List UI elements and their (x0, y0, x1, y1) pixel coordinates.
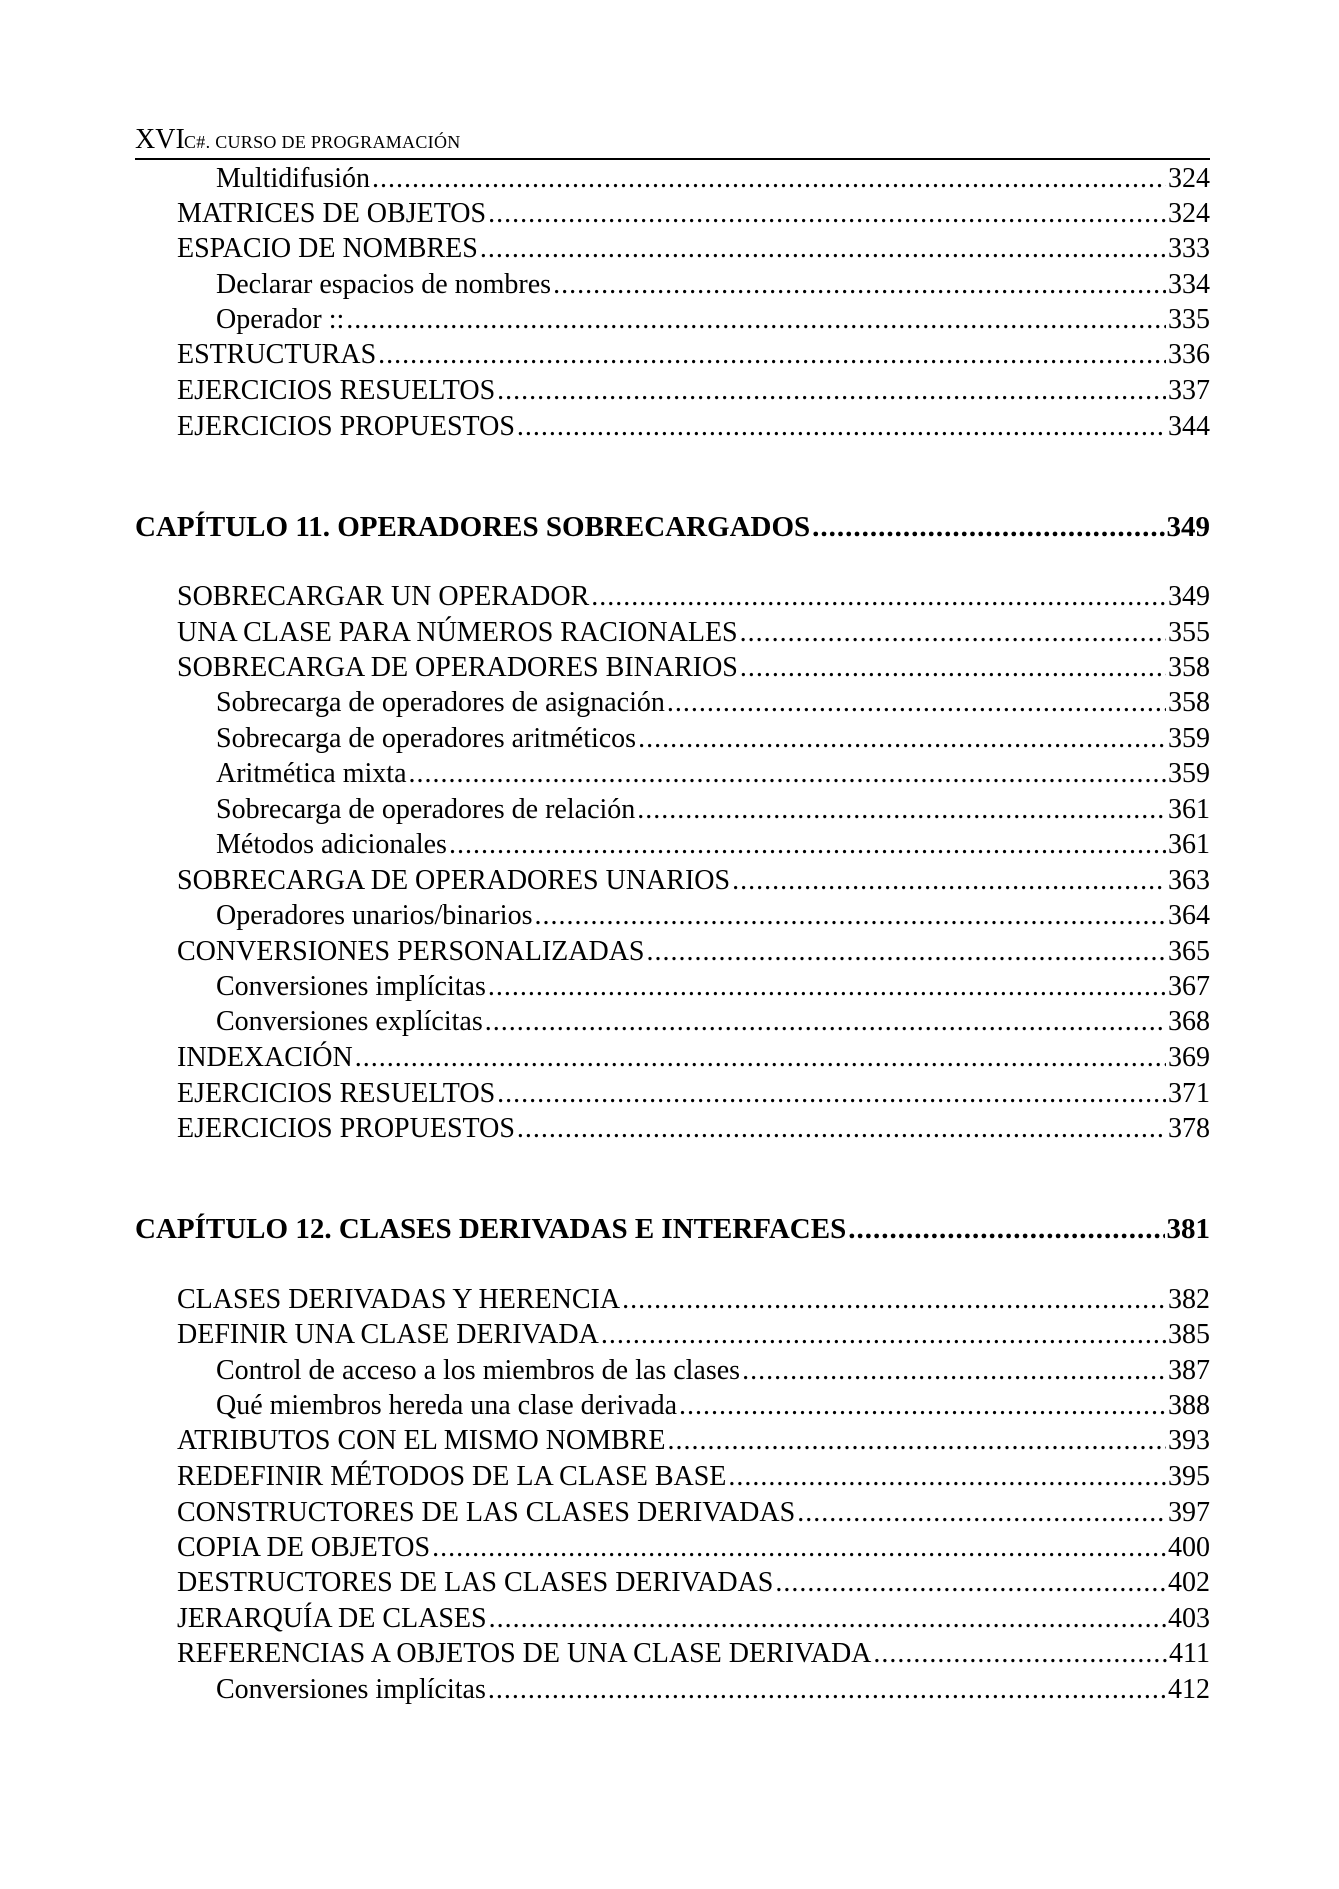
dot-leader (622, 1283, 1166, 1317)
entry-title: CAPÍTULO 11. OPERADORES SOBRECARGADOS (135, 511, 811, 543)
entry-title: CONSTRUCTORES DE LAS CLASES DERIVADAS (177, 1497, 796, 1528)
dot-leader (488, 1673, 1166, 1707)
entry-page-number: 378 (1168, 1113, 1210, 1144)
dot-leader (534, 899, 1166, 933)
dot-leader (873, 1637, 1167, 1671)
entry-page-number: 359 (1168, 758, 1210, 789)
entry-title: ATRIBUTOS CON EL MISMO NOMBRE (177, 1425, 666, 1456)
entry-title: COPIA DE OBJETOS (177, 1532, 431, 1563)
entry-page-number: 393 (1168, 1425, 1210, 1456)
entry-page-number: 355 (1168, 617, 1210, 648)
section-entry (177, 1283, 1210, 1317)
entry-title: EJERCICIOS RESUELTOS (177, 375, 496, 406)
entry-title: Conversiones implícitas (216, 1674, 486, 1705)
entry-page-number: 344 (1168, 411, 1210, 442)
section-entry (177, 1496, 1210, 1530)
entry-title: Sobrecarga de operadores de relación (216, 794, 636, 825)
dot-leader (480, 232, 1166, 266)
section-entry (177, 1041, 1210, 1075)
dot-leader (591, 580, 1166, 614)
section-entry (177, 338, 1210, 372)
dot-leader (372, 162, 1166, 196)
entry-title: Qué miembros hereda una clase derivada (216, 1390, 678, 1421)
dot-leader (667, 686, 1166, 720)
entry-title: Operadores unarios/binarios (216, 900, 533, 931)
entry-title: EJERCICIOS PROPUESTOS (177, 1113, 515, 1144)
entry-page-number: 368 (1168, 1006, 1210, 1037)
entry-page-number: 349 (1168, 581, 1210, 612)
entry-title: Declarar espacios de nombres (216, 269, 552, 300)
entry-title: Multidifusión (216, 163, 371, 194)
subsection-entry (216, 828, 1210, 862)
entry-title: INDEXACIÓN (177, 1042, 353, 1073)
entry-page-number: 402 (1168, 1567, 1210, 1598)
entry-title: Conversiones implícitas (216, 971, 486, 1002)
subsection-entry (216, 686, 1210, 720)
section-entry (177, 1602, 1210, 1636)
entry-page-number: 324 (1168, 198, 1210, 229)
dot-leader (728, 1460, 1166, 1494)
subsection-entry (216, 722, 1210, 756)
entry-page-number: 361 (1168, 829, 1210, 860)
dot-leader (489, 1602, 1166, 1636)
section-entry (177, 197, 1210, 231)
section-entry (177, 232, 1210, 266)
subsection-entry (216, 1005, 1210, 1039)
section-entry (177, 1637, 1210, 1671)
subsection-entry (216, 757, 1210, 791)
entry-page-number: 365 (1168, 936, 1210, 967)
entry-title: Control de acceso a los miembros de las clases (216, 1355, 741, 1386)
section-entry (177, 1460, 1210, 1494)
entry-page-number: 334 (1168, 269, 1210, 300)
entry-title: Conversiones explícitas (216, 1006, 483, 1037)
dot-leader (646, 935, 1166, 969)
dot-leader (601, 1318, 1166, 1352)
dot-leader (637, 793, 1166, 827)
dot-leader (449, 828, 1166, 862)
entry-page-number: 387 (1168, 1355, 1210, 1386)
subsection-entry (216, 162, 1210, 196)
dot-leader (488, 197, 1166, 231)
section-entry (177, 1424, 1210, 1458)
entry-page-number: 333 (1168, 233, 1210, 264)
section-entry (177, 410, 1210, 444)
running-header (135, 118, 1210, 160)
entry-page-number: 367 (1168, 971, 1210, 1002)
entry-title: Operador :: (216, 304, 345, 335)
dot-leader (517, 410, 1166, 444)
dot-leader (432, 1531, 1166, 1565)
dot-leader (775, 1566, 1166, 1600)
entry-title: CLASES DERIVADAS Y HERENCIA (177, 1284, 621, 1315)
subsection-entry (216, 268, 1210, 302)
dot-leader (378, 338, 1166, 372)
entry-page-number: 395 (1168, 1461, 1210, 1492)
entry-page-number: 411 (1169, 1638, 1210, 1669)
section-entry (177, 1077, 1210, 1111)
entry-page-number: 324 (1168, 163, 1210, 194)
dot-leader (848, 1212, 1164, 1246)
entry-title: DEFINIR UNA CLASE DERIVADA (177, 1319, 599, 1350)
entry-title: Sobrecarga de operadores aritméticos (216, 723, 637, 754)
entry-title: SOBRECARGA DE OPERADORES BINARIOS (177, 652, 738, 683)
dot-leader (485, 1005, 1166, 1039)
subsection-entry (216, 793, 1210, 827)
section-entry (177, 935, 1210, 969)
entry-title: JERARQUÍA DE CLASES (177, 1603, 487, 1634)
entry-page-number: 359 (1168, 723, 1210, 754)
section-entry (177, 1566, 1210, 1600)
dot-leader (668, 1424, 1167, 1458)
entry-title: ESTRUCTURAS (177, 339, 377, 370)
page-number: XVI (135, 124, 185, 155)
entry-title: REDEFINIR MÉTODOS DE LA CLASE BASE (177, 1461, 727, 1492)
dot-leader (409, 757, 1167, 791)
entry-title: CONVERSIONES PERSONALIZADAS (177, 936, 645, 967)
entry-page-number: 388 (1168, 1390, 1210, 1421)
entry-page-number: 337 (1168, 375, 1210, 406)
entry-page-number: 412 (1168, 1674, 1210, 1705)
dot-leader (742, 1354, 1166, 1388)
section-entry (177, 374, 1210, 408)
subsection-entry (216, 1354, 1210, 1388)
entry-page-number: 358 (1168, 687, 1210, 718)
dot-leader (488, 970, 1166, 1004)
subsection-entry (216, 1673, 1210, 1707)
dot-leader (740, 616, 1166, 650)
entry-title: ESPACIO DE NOMBRES (177, 233, 478, 264)
entry-page-number: 358 (1168, 652, 1210, 683)
entry-title: UNA CLASE PARA NÚMEROS RACIONALES (177, 617, 738, 648)
section-entry (177, 1112, 1210, 1146)
section-entry (177, 864, 1210, 898)
entry-title: DESTRUCTORES DE LAS CLASES DERIVADAS (177, 1567, 774, 1598)
dot-leader (740, 651, 1166, 685)
section-entry (177, 651, 1210, 685)
chapter-entry (135, 1212, 1210, 1246)
dot-leader (812, 510, 1164, 544)
entry-page-number: 385 (1168, 1319, 1210, 1350)
dot-leader (797, 1496, 1166, 1530)
dot-leader (497, 1077, 1166, 1111)
entry-page-number: 335 (1168, 304, 1210, 335)
entry-page-number: 397 (1168, 1497, 1210, 1528)
entry-page-number: 336 (1168, 339, 1210, 370)
entry-page-number: 364 (1168, 900, 1210, 931)
chapter-entry (135, 510, 1210, 544)
entry-title: SOBRECARGAR UN OPERADOR (177, 581, 590, 612)
dot-leader (732, 864, 1166, 898)
entry-page-number: 381 (1166, 1213, 1210, 1245)
entry-title: CAPÍTULO 12. CLASES DERIVADAS E INTERFACES (135, 1213, 847, 1245)
entry-page-number: 382 (1168, 1284, 1210, 1315)
entry-title: SOBRECARGA DE OPERADORES UNARIOS (177, 865, 731, 896)
entry-page-number: 371 (1168, 1078, 1210, 1109)
dot-leader (346, 303, 1166, 337)
dot-leader (517, 1112, 1166, 1146)
section-entry (177, 1318, 1210, 1352)
book-title: C#. CURSO DE PROGRAMACIÓN (184, 132, 461, 152)
section-entry (177, 616, 1210, 650)
subsection-entry (216, 1389, 1210, 1423)
entry-page-number: 403 (1168, 1603, 1210, 1634)
section-entry (177, 580, 1210, 614)
subsection-entry (216, 970, 1210, 1004)
subsection-entry (216, 899, 1210, 933)
entry-page-number: 363 (1168, 865, 1210, 896)
entry-title: Aritmética mixta (216, 758, 407, 789)
dot-leader (679, 1389, 1166, 1423)
entry-title: EJERCICIOS RESUELTOS (177, 1078, 496, 1109)
entry-title: Sobrecarga de operadores de asignación (216, 687, 665, 718)
dot-leader (355, 1041, 1166, 1075)
entry-page-number: 369 (1168, 1042, 1210, 1073)
section-entry (177, 1531, 1210, 1565)
entry-page-number: 361 (1168, 794, 1210, 825)
entry-page-number: 349 (1166, 511, 1210, 543)
dot-leader (638, 722, 1166, 756)
entry-page-number: 400 (1168, 1532, 1210, 1563)
entry-title: Métodos adicionales (216, 829, 447, 860)
entry-title: EJERCICIOS PROPUESTOS (177, 411, 515, 442)
dot-leader (497, 374, 1166, 408)
entry-title: MATRICES DE OBJETOS (177, 198, 487, 229)
dot-leader (553, 268, 1166, 302)
subsection-entry (216, 303, 1210, 337)
entry-title: REFERENCIAS A OBJETOS DE UNA CLASE DERIVADA (177, 1638, 872, 1669)
